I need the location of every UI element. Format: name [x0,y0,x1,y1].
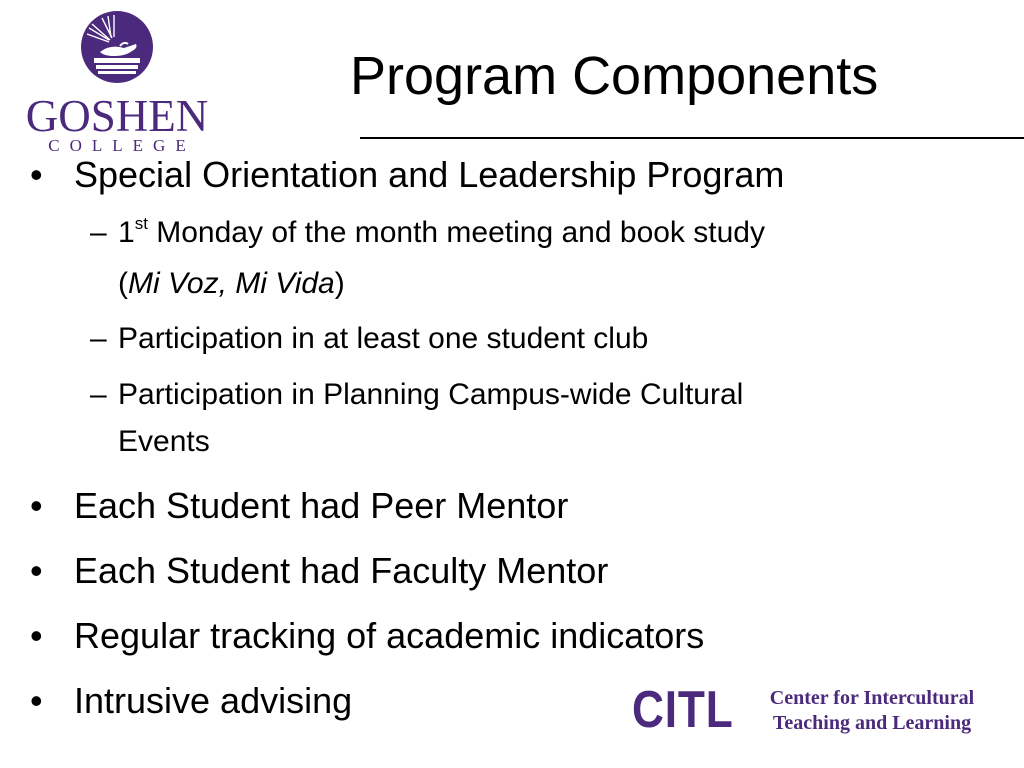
bullet-icon: • [30,680,43,721]
bullet-text: Intrusive advising [74,680,353,721]
sub-bullet-text: Participation in at least one student club [118,322,649,355]
citl-logo-text: CITL [632,681,734,739]
bullet-icon: • [30,550,43,591]
bullet-icon: • [30,154,43,195]
sub-bullet-text: Events [118,425,210,458]
citl-caption-line1: Center for Intercultural [769,687,975,709]
dash-icon: – [90,216,107,249]
bullet-icon: • [30,485,43,526]
meeting-number: 1 [118,216,135,249]
ordinal-suffix: st [134,214,148,233]
slide-title: Program Components [350,46,879,106]
bullet-text: Special Orientation and Leadership Program [74,154,785,195]
citl-caption [752,686,992,736]
logo-subtitle: COLLEGE [48,136,196,155]
dash-icon: – [90,378,107,411]
citl-caption-line2: Teaching and Learning [772,712,972,734]
book-title: Mi Voz, Mi Vida [128,267,335,300]
paren-open: ( [118,267,128,300]
logo-wordmark: GOSHEN [25,91,209,141]
sub-bullet-text: Participation in Planning Campus-wide Cultural [118,378,744,411]
meeting-text: Monday of the month meeting and book study [147,216,765,249]
bullet-text: Each Student had Peer Mentor [74,485,569,526]
dash-icon: – [90,322,107,355]
bullet-icon: • [30,615,43,656]
bullet-text: Regular tracking of academic indicators [74,615,705,656]
paren-close: ) [334,267,345,300]
bullet-text: Each Student had Faculty Mentor [74,550,609,591]
